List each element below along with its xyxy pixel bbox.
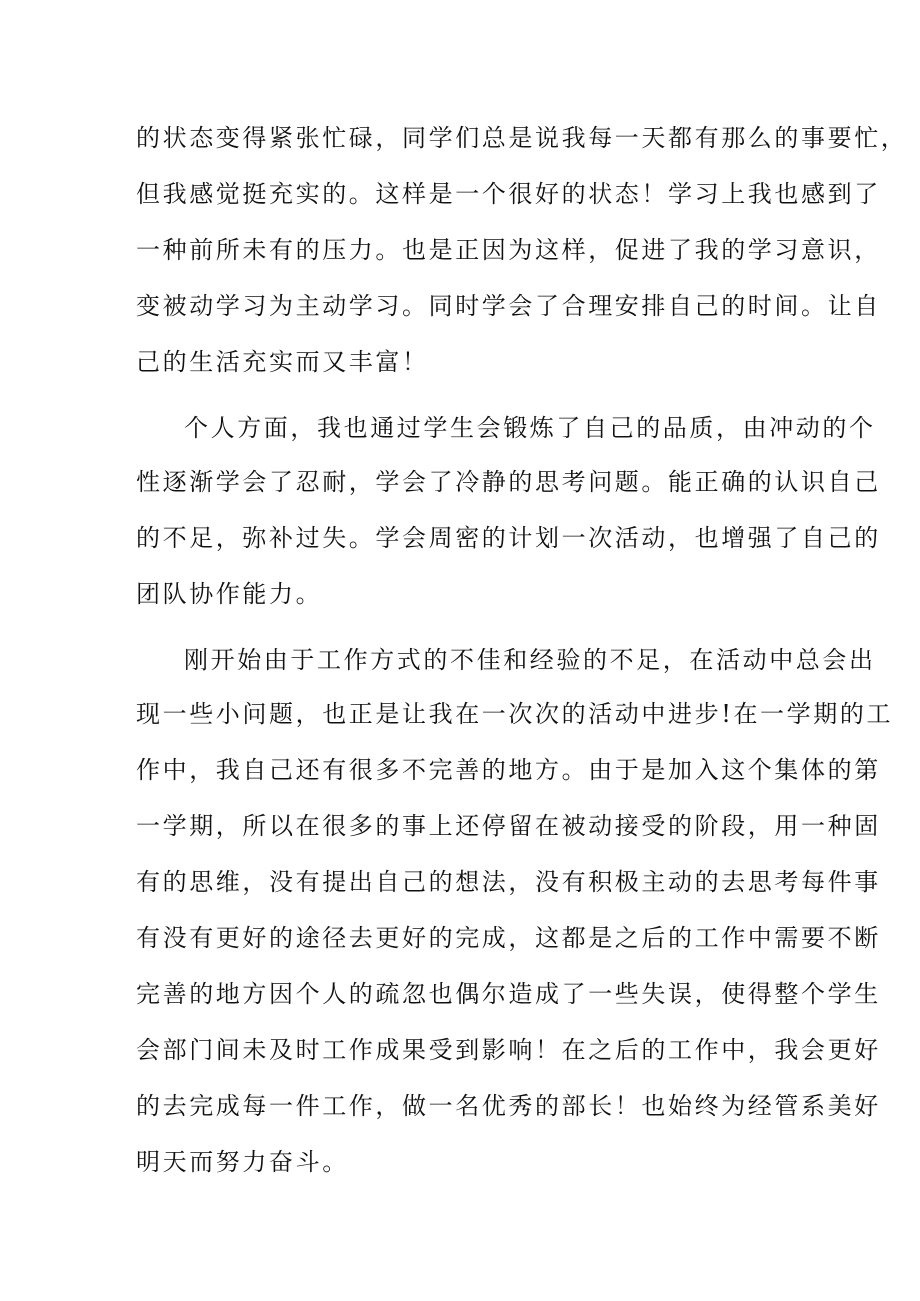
paragraph-1-line-2: 但我感觉挺充实的。这样是一个很好的状态！学习上我也感到了 [136,180,881,208]
paragraph-1-line-5: 己的生活充实而又丰富！ [136,348,429,376]
paragraph-3-line-10: 明天而努力奋斗。 [136,1148,349,1176]
paragraph-3-line-7: 完善的地方因个人的疏忽也偶尔造成了一些失误，使得整个学生 [136,980,881,1008]
paragraph-3-line-5: 有的思维，没有提出自己的想法，没有积极主动的去思考每件事 [136,868,881,896]
paragraph-3-line-2: 现一些小问题，也正是让我在一次次的活动中进步!在一学期的工 [136,700,894,728]
paragraph-1-line-3: 一种前所未有的压力。也是正因为这样，促进了我的学习意识， [136,236,881,264]
paragraph-2-line-4: 团队协作能力。 [136,580,323,608]
paragraph-3-line-6: 有没有更好的途径去更好的完成，这都是之后的工作中需要不断 [136,924,881,952]
paragraph-1-line-1: 的状态变得紧张忙碌，同学们总是说我每一天都有那么的事要忙， [136,124,908,152]
paragraph-3-line-8: 会部门间未及时工作成果受到影响！在之后的工作中，我会更好 [136,1036,881,1064]
paragraph-2-line-1: 个人方面，我也通过学生会锻炼了自己的品质，由冲动的个 [184,414,876,442]
paragraph-3-line-3: 作中，我自己还有很多不完善的地方。由于是加入这个集体的第 [136,756,881,784]
paragraph-3-line-9: 的去完成每一件工作，做一名优秀的部长！也始终为经管系美好 [136,1092,881,1120]
paragraph-3-line-1: 刚开始由于工作方式的不佳和经验的不足，在活动中总会出 [184,646,876,674]
paragraph-3-line-4: 一学期，所以在很多的事上还停留在被动接受的阶段，用一种固 [136,812,881,840]
paragraph-2-line-3: 的不足，弥补过失。学会周密的计划一次活动，也增强了自己的 [136,524,881,552]
paragraph-2-line-2: 性逐渐学会了忍耐，学会了冷静的思考问题。能正确的认识自己 [136,468,881,496]
paragraph-1-line-4: 变被动学习为主动学习。同时学会了合理安排自己的时间。让自 [136,292,881,320]
